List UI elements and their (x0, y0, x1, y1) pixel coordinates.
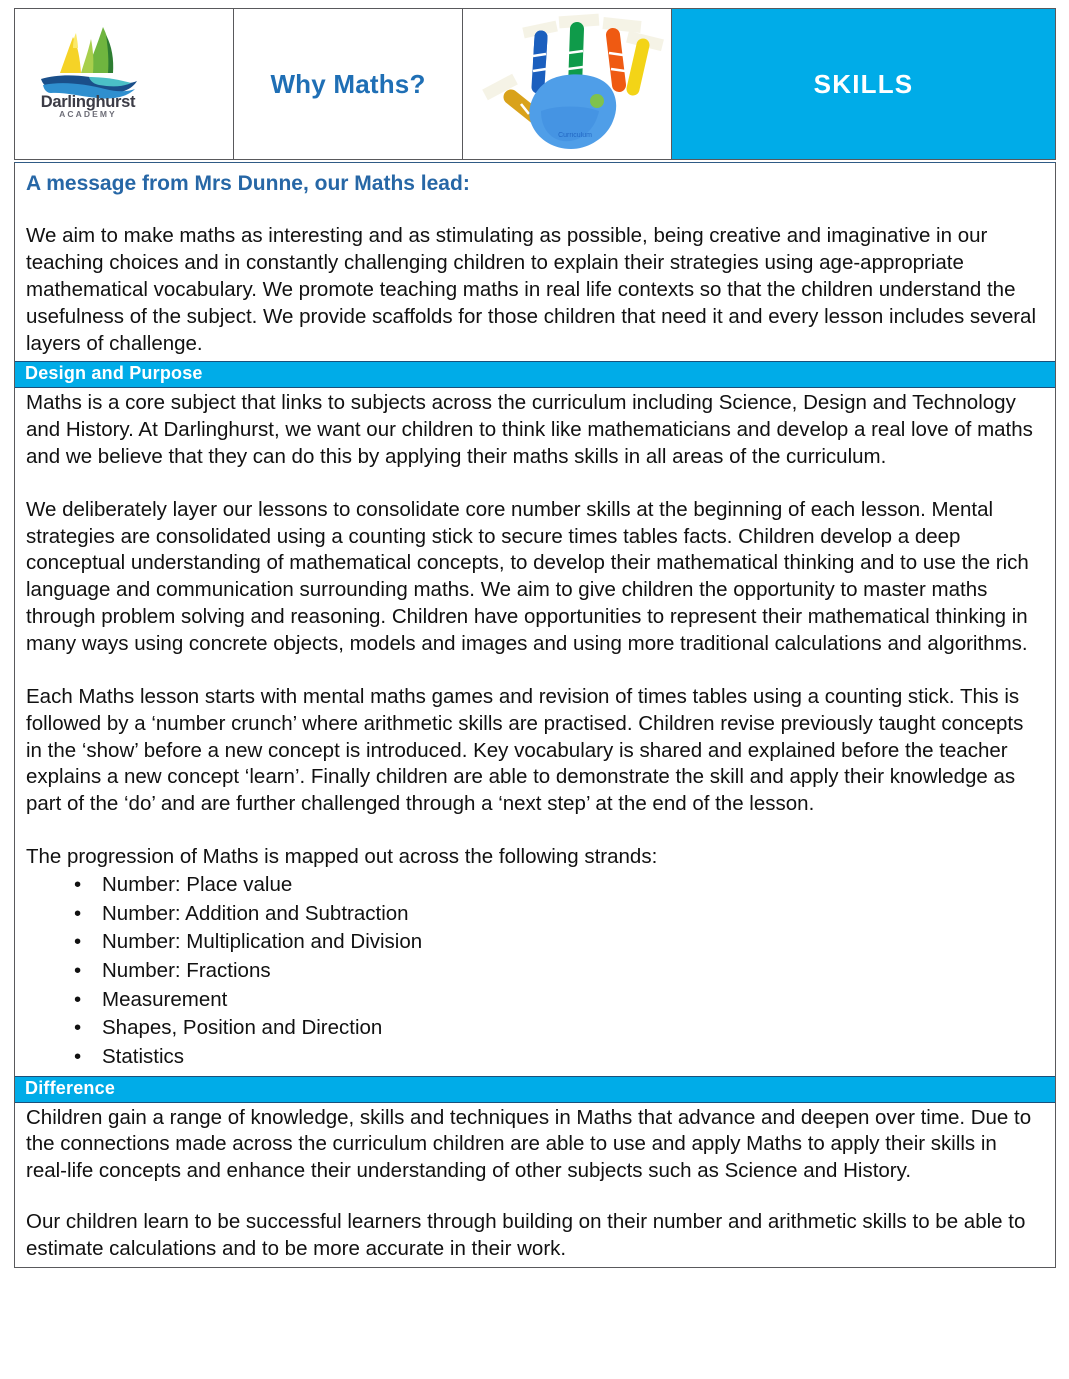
design-paragraph-3: Each Maths lesson starts with mental maths games and revision of times tables using a counting stick. This is followed by a ‘number crunch’ where arithmetic skills are practised. Children revise previously taught concepts in the ‘show’ before a new concept is introduced. Key vocabulary is shared and explained before the teacher explains a new concept ‘learn’. Finally children are able to demonstrate the skill and apply their knowledge as part of the ‘do’ and are further challenged through a ‘next step’ at the end of the lesson. (26, 684, 1024, 816)
bullet-icon: • (74, 901, 82, 925)
page-title-cell (234, 9, 463, 159)
svg-text:Curriculum: Curriculum (558, 132, 592, 139)
bullet-icon: • (74, 1045, 82, 1069)
bullet-icon: • (74, 872, 82, 896)
strands-list (26, 871, 1043, 1072)
bullet-icon: • (74, 930, 82, 954)
list-item (26, 871, 1043, 900)
design-spacer-3 (26, 818, 1043, 844)
design-spacer-1 (26, 471, 1043, 497)
bullet-icon: • (74, 958, 82, 982)
strand-label: Shapes, Position and Direction (102, 1016, 383, 1040)
svg-text:Darlinghurst: Darlinghurst (40, 93, 136, 111)
skills-banner-cell (672, 9, 1055, 159)
list-item (26, 957, 1043, 986)
intro-spacer (26, 197, 1043, 223)
list-item (26, 900, 1043, 929)
strand-label: Number: Fractions (102, 958, 271, 982)
difference-section (15, 1103, 1055, 1267)
bullet-icon: • (74, 987, 82, 1011)
strand-label: Number: Multiplication and Division (102, 930, 423, 954)
intro-paragraph: We aim to make maths as interesting and as stimulating as possible, being creative and imaginative in our teaching choices and in constantly challenging children to explain their strategies using age-appropriate mathematical vocabulary. We promote teaching maths in real life contexts so that the children understand the usefulness of the subject. We provide scaffolds for those children that need it and every lesson includes several layers of challenge. (26, 224, 1037, 355)
design-paragraph-4: The progression of Maths is mapped out across the following strands: (26, 845, 658, 869)
handprint-curriculum-icon (467, 9, 667, 159)
sailboat-logo-icon (27, 15, 149, 119)
design-paragraph-2: We deliberately layer our lessons to consolidate core number skills at the beginning of each lesson. Mental strategies are consolidated using a counting stick to secure times tables facts. Children develop a deep conceptual understanding of mathematical concepts, to develop their mathematical thinking and to use the rich language and communication surrounding maths. We aim to give children the opportunity to master maths through problem solving and reasoning. Children have opportunities to represent their mathematical thinking in many ways using concrete objects, models and images and using more traditional calculations and algorithms. (26, 497, 1029, 656)
strand-label: Measurement (102, 987, 228, 1011)
page-title: Why Maths? (270, 68, 426, 99)
difference-paragraph-1: Children gain a range of knowledge, skills and techniques in Maths that advance and deepen over time. Due to the connections made across the curriculum children are able to use and apply Maths to apply their skills in real-life concepts and enhance their understanding of other subjects such as Science and History. (26, 1105, 1032, 1183)
intro-section (15, 163, 1055, 361)
list-item (26, 986, 1043, 1015)
document-body-table (14, 162, 1056, 1268)
strand-label: Statistics (102, 1045, 185, 1069)
strand-label: Number: Place value (102, 872, 293, 896)
list-item (26, 928, 1043, 957)
bullet-icon: • (74, 1016, 82, 1040)
strand-label: Number: Addition and Subtraction (102, 901, 409, 925)
list-item (26, 1014, 1043, 1043)
difference-spacer (26, 1185, 1043, 1209)
header-banner-row (14, 8, 1056, 160)
band-design-and-purpose: Design and Purpose (15, 361, 1055, 388)
skills-label: SKILLS (813, 68, 914, 99)
design-paragraph-1: Maths is a core subject that links to subjects across the curriculum including Science, Design and Technology and History. At Darlinghurst, we want our children to think like mathematicians and develop a real love of maths and we believe that they can do this by applying their maths skills in all areas of the curriculum. (26, 391, 1033, 468)
handprint-graphic-cell (463, 9, 672, 159)
design-and-purpose-section (15, 388, 1055, 1075)
difference-paragraph-2: Our children learn to be successful learners through building on their number and arithmetic skills to be able to estimate calculations and to be more accurate in their work. (26, 1210, 1026, 1260)
svg-text:ACADEMY: ACADEMY (59, 109, 117, 119)
list-item (26, 1043, 1043, 1072)
band-difference: Difference (15, 1076, 1055, 1103)
school-logo-cell (15, 9, 234, 159)
intro-heading: A message from Mrs Dunne, our Maths lead: (26, 172, 470, 195)
design-spacer-2 (26, 658, 1043, 684)
